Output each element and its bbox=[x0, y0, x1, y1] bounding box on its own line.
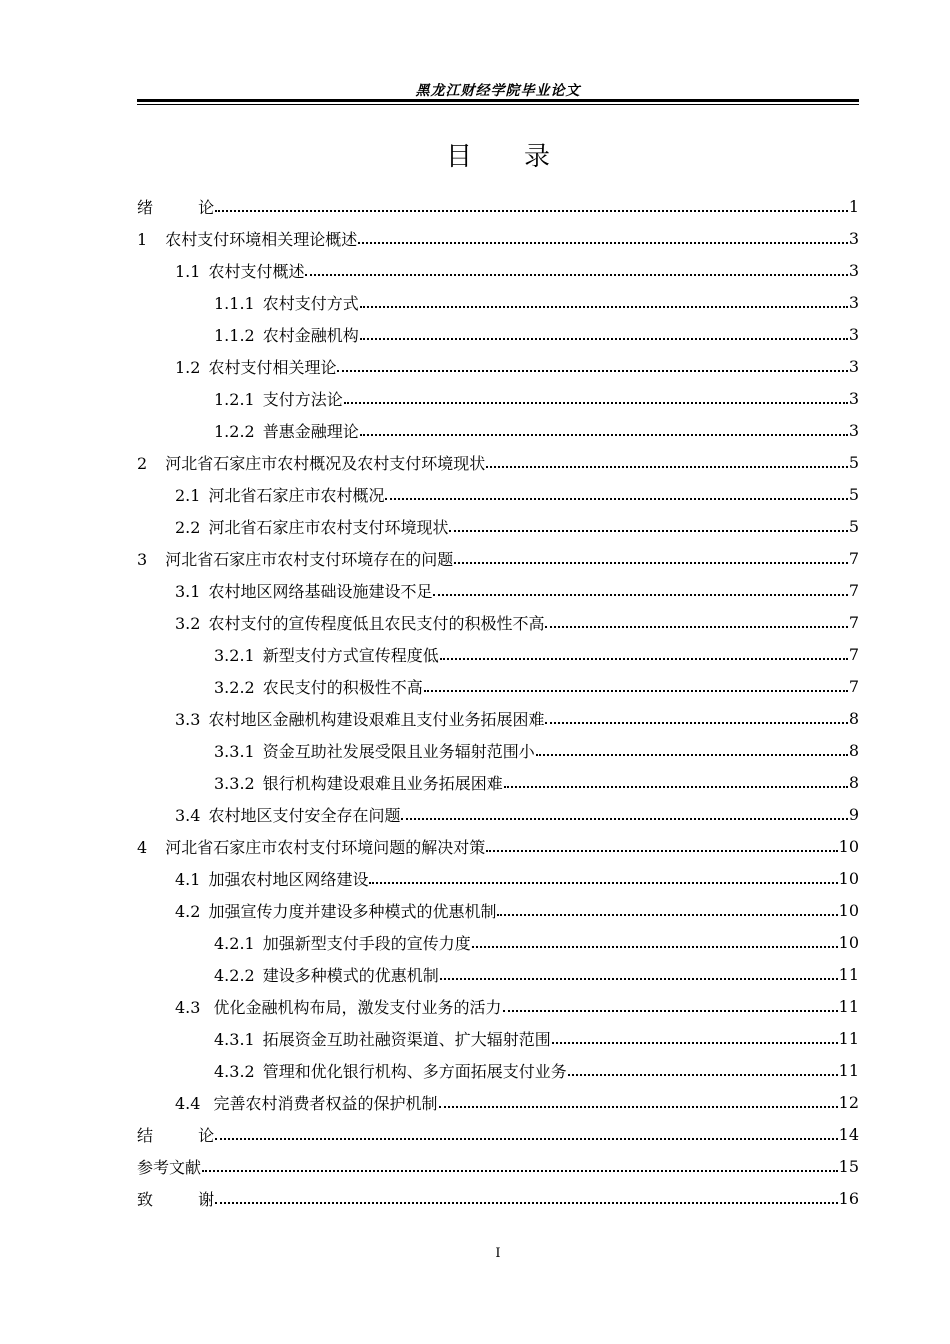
toc-entry-title bbox=[214, 771, 503, 794]
toc-entry-number: 4.2 bbox=[175, 901, 201, 921]
toc-entry[interactable] bbox=[137, 222, 859, 254]
toc-leader-dots bbox=[360, 306, 848, 308]
toc-entry-number: 2.1 bbox=[175, 485, 201, 505]
toc-entry-text: 普惠金融理论 bbox=[262, 421, 359, 441]
toc-entry-title bbox=[175, 995, 502, 1018]
toc-leader-dots bbox=[433, 594, 847, 596]
toc-entry-text: 农村支付的宣传程度低且农民支付的积极性不高 bbox=[208, 613, 545, 633]
toc-entry-text: 河北省石家庄市农村概况及农村支付环境现状 bbox=[165, 453, 486, 473]
toc-entry-text: 建设多种模式的优惠机制 bbox=[262, 965, 439, 985]
toc-leader-dots bbox=[503, 1010, 838, 1012]
toc-entry-page: 10 bbox=[838, 868, 859, 888]
toc-entry-text: 优化金融机构布局，激发支付业务的活力 bbox=[208, 997, 502, 1017]
toc-entry-page: 7 bbox=[848, 612, 859, 632]
toc-entry-text: 河北省石家庄市农村概况 bbox=[208, 485, 385, 505]
toc-entry[interactable] bbox=[137, 766, 859, 798]
toc-entry-page: 8 bbox=[848, 740, 859, 760]
toc-entry-page: 8 bbox=[848, 772, 859, 792]
toc-entry-page: 11 bbox=[838, 1028, 859, 1048]
toc-entry-page: 8 bbox=[848, 708, 859, 728]
toc-entry-title bbox=[214, 1059, 567, 1082]
toc-entry[interactable] bbox=[137, 606, 859, 638]
toc-entry-page: 3 bbox=[848, 356, 859, 376]
toc-entry-title bbox=[175, 803, 400, 826]
toc-leader-dots bbox=[440, 978, 838, 980]
toc-entry-page: 5 bbox=[848, 516, 859, 536]
toc-entry-text: 农村地区网络基础设施建设不足 bbox=[208, 581, 433, 601]
toc-entry-text: 新型支付方式宣传程度低 bbox=[262, 645, 439, 665]
toc-entry-number: 3.3.1 bbox=[214, 741, 255, 761]
toc-entry-text: 加强宣传力度并建设多种模式的优惠机制 bbox=[208, 901, 497, 921]
toc-entry-title bbox=[175, 611, 544, 634]
toc-entry-text: 农村地区支付安全存在问题 bbox=[208, 805, 401, 825]
toc-leader-dots bbox=[545, 626, 847, 628]
toc-entry-number: 1.1 bbox=[175, 261, 201, 281]
toc-entry-number: 1.2 bbox=[175, 357, 201, 377]
toc-entry-page: 11 bbox=[838, 964, 859, 984]
toc-entry-title bbox=[137, 835, 485, 858]
toc-entry-number: 4.3 bbox=[175, 997, 201, 1017]
toc-leader-dots bbox=[369, 882, 837, 884]
toc-entry[interactable] bbox=[137, 574, 859, 606]
toc-entry-page: 5 bbox=[848, 484, 859, 504]
toc-entry-text: 资金互助社发展受限且业务辐射范围小 bbox=[262, 741, 535, 761]
toc-entry-number: 3.2.1 bbox=[214, 645, 255, 665]
toc-entry-title bbox=[137, 451, 485, 474]
toc-entry-number: 3.3.2 bbox=[214, 773, 255, 793]
toc-entry-title bbox=[214, 739, 535, 762]
toc-entry[interactable] bbox=[137, 926, 859, 958]
toc-entry-number: 2.2 bbox=[175, 517, 201, 537]
toc-entry[interactable] bbox=[137, 638, 859, 670]
toc-leader-dots bbox=[337, 370, 847, 372]
toc-entry-page: 3 bbox=[848, 388, 859, 408]
toc-entry-text: 农村地区金融机构建设艰难且支付业务拓展困难 bbox=[208, 709, 545, 729]
toc-entry[interactable] bbox=[137, 1022, 859, 1054]
toc-entry-title bbox=[175, 899, 496, 922]
toc-leader-dots bbox=[568, 1074, 838, 1076]
toc-entry-page: 7 bbox=[848, 580, 859, 600]
toc-entry-title bbox=[214, 643, 439, 666]
toc-entry-text: 绪 论 bbox=[137, 197, 215, 217]
toc-entry-page: 7 bbox=[848, 548, 859, 568]
toc-leader-dots bbox=[215, 210, 848, 212]
toc-entry-title bbox=[175, 707, 544, 730]
toc-entry-title bbox=[137, 1155, 201, 1178]
toc-entry-number: 1.1.2 bbox=[214, 325, 255, 345]
toc-entry-number: 3 bbox=[137, 549, 148, 569]
toc-entry[interactable] bbox=[137, 318, 859, 350]
toc-entry-number: 4.3.1 bbox=[214, 1029, 255, 1049]
toc-leader-dots bbox=[439, 1106, 838, 1108]
toc-entry[interactable] bbox=[137, 862, 859, 894]
toc-entry-page: 10 bbox=[838, 900, 859, 920]
toc-entry-number: 3.2.2 bbox=[214, 677, 255, 697]
toc-entry-number: 1.2.1 bbox=[214, 389, 255, 409]
toc-entry-page: 10 bbox=[838, 932, 859, 952]
toc-entry-title bbox=[175, 515, 448, 538]
toc-leader-dots bbox=[305, 274, 847, 276]
toc-heading-right: 录 bbox=[524, 142, 551, 172]
footer-page-number: I bbox=[495, 1246, 501, 1261]
toc-leader-dots bbox=[504, 786, 848, 788]
toc-entry-title bbox=[214, 291, 359, 314]
toc-entry-title bbox=[214, 1027, 551, 1050]
toc-entry-text: 农村金融机构 bbox=[262, 325, 359, 345]
toc-entry-page: 11 bbox=[838, 996, 859, 1016]
toc-entry-text: 农村支付环境相关理论概述 bbox=[165, 229, 358, 249]
toc-entry-page: 7 bbox=[848, 676, 859, 696]
toc-entry-number: 4.1 bbox=[175, 869, 201, 889]
toc-leader-dots bbox=[486, 466, 848, 468]
toc-entry-title bbox=[214, 931, 471, 954]
toc-entry[interactable] bbox=[137, 894, 859, 926]
toc-entry-title bbox=[175, 259, 304, 282]
toc-entry[interactable] bbox=[137, 734, 859, 766]
toc-entry-title bbox=[175, 579, 432, 602]
toc-entry-page: 3 bbox=[848, 324, 859, 344]
toc-entry-number: 1.2.2 bbox=[214, 421, 255, 441]
toc-entry[interactable] bbox=[137, 382, 859, 414]
toc-entry-number: 1 bbox=[137, 229, 148, 249]
toc-entry-text: 参考文献 bbox=[137, 1157, 202, 1177]
toc-entry[interactable] bbox=[137, 350, 859, 382]
toc-entry[interactable] bbox=[137, 1182, 859, 1214]
toc-entry[interactable] bbox=[137, 1118, 859, 1150]
toc-leader-dots bbox=[360, 434, 848, 436]
toc-entry[interactable] bbox=[137, 670, 859, 702]
toc-entry[interactable] bbox=[137, 990, 859, 1022]
toc-entry[interactable] bbox=[137, 830, 859, 862]
toc-entry-text: 银行机构建设艰难且业务拓展困难 bbox=[262, 773, 503, 793]
toc-entry-title bbox=[137, 1187, 214, 1210]
toc-entry-page: 14 bbox=[838, 1124, 859, 1144]
toc-entry[interactable] bbox=[137, 254, 859, 286]
toc-entry[interactable] bbox=[137, 1150, 859, 1182]
header-rule-thin bbox=[137, 104, 859, 105]
toc-entry-title bbox=[175, 355, 336, 378]
toc-leader-dots bbox=[358, 242, 848, 244]
toc-entry[interactable] bbox=[137, 958, 859, 990]
toc-entry-title bbox=[137, 195, 214, 218]
toc-entry-text: 管理和优化银行机构、多方面拓展支付业务 bbox=[262, 1061, 567, 1081]
toc-entry-title bbox=[137, 547, 453, 570]
running-header-title: 黑龙江财经学院毕业论文 bbox=[415, 83, 581, 99]
toc-entry-text: 完善农村消费者权益的保护机制 bbox=[208, 1093, 438, 1113]
toc-entry-number: 4.2.2 bbox=[214, 965, 255, 985]
toc-entry-page: 10 bbox=[838, 836, 859, 856]
toc-leader-dots bbox=[215, 1202, 838, 1204]
toc-leader-dots bbox=[454, 562, 848, 564]
toc-entry-text: 农村支付方式 bbox=[262, 293, 359, 313]
toc-leader-dots bbox=[401, 818, 847, 820]
toc-entry[interactable] bbox=[137, 414, 859, 446]
toc-entry-number: 3.1 bbox=[175, 581, 201, 601]
toc-entry-number: 3.4 bbox=[175, 805, 201, 825]
toc-entry-text: 支付方法论 bbox=[262, 389, 343, 409]
toc-entry-title bbox=[175, 867, 368, 890]
toc-entry-number: 3.2 bbox=[175, 613, 201, 633]
toc-entry-title bbox=[137, 1123, 214, 1146]
toc-entry-page: 9 bbox=[848, 804, 859, 824]
toc-leader-dots bbox=[472, 946, 838, 948]
toc-entry-page: 3 bbox=[848, 420, 859, 440]
toc-entry-page: 15 bbox=[838, 1156, 859, 1176]
toc-entry[interactable] bbox=[137, 446, 859, 478]
toc-entry-page: 7 bbox=[848, 644, 859, 664]
toc-leader-dots bbox=[215, 1138, 838, 1140]
header-rule-thick bbox=[137, 99, 859, 102]
toc-entry-page: 5 bbox=[848, 452, 859, 472]
toc-entry-text: 河北省石家庄市农村支付环境存在的问题 bbox=[165, 549, 454, 569]
toc-leader-dots bbox=[440, 658, 848, 660]
toc-leader-dots bbox=[424, 690, 848, 692]
toc-leader-dots bbox=[497, 914, 837, 916]
toc-entry-number: 4.2.1 bbox=[214, 933, 255, 953]
toc-entry-page: 12 bbox=[838, 1092, 859, 1112]
toc-leader-dots bbox=[545, 722, 847, 724]
toc-entry-text: 加强新型支付手段的宣传力度 bbox=[262, 933, 471, 953]
toc-entry-page: 3 bbox=[848, 260, 859, 280]
toc-entry-text: 加强农村地区网络建设 bbox=[208, 869, 369, 889]
toc-entry-page: 1 bbox=[848, 196, 859, 216]
toc-entry-title bbox=[175, 483, 384, 506]
toc-entry-text: 农民支付的积极性不高 bbox=[262, 677, 423, 697]
toc-leader-dots bbox=[536, 754, 848, 756]
toc-entry-title bbox=[214, 419, 359, 442]
toc-entry-title bbox=[214, 323, 359, 346]
toc-entry[interactable] bbox=[137, 510, 859, 542]
toc-entry-text: 农村支付相关理论 bbox=[208, 357, 337, 377]
toc-entry-page: 3 bbox=[848, 292, 859, 312]
toc-entry-text: 河北省石家庄市农村支付环境现状 bbox=[208, 517, 449, 537]
toc-leader-dots bbox=[449, 530, 847, 532]
toc-entry-number: 4 bbox=[137, 837, 148, 857]
toc-entry-title bbox=[214, 387, 343, 410]
toc-entry-title bbox=[137, 227, 357, 250]
toc-entry-text: 拓展资金互助社融资渠道、扩大辐射范围 bbox=[262, 1029, 551, 1049]
toc-entry-text: 致 谢 bbox=[137, 1189, 215, 1209]
toc-entry-number: 1.1.1 bbox=[214, 293, 255, 313]
toc-entry-text: 结 论 bbox=[137, 1125, 215, 1145]
toc-entry-page: 16 bbox=[838, 1188, 859, 1208]
toc-entry-number: 4.4 bbox=[175, 1093, 201, 1113]
toc-leader-dots bbox=[344, 402, 848, 404]
toc-entry[interactable] bbox=[137, 1054, 859, 1086]
toc-entry[interactable] bbox=[137, 542, 859, 574]
toc-entry[interactable] bbox=[137, 702, 859, 734]
toc-entry-text: 河北省石家庄市农村支付环境问题的解决对策 bbox=[165, 837, 486, 857]
toc-leader-dots bbox=[360, 338, 848, 340]
toc-entry-number: 2 bbox=[137, 453, 148, 473]
table-of-contents bbox=[137, 190, 859, 1214]
toc-entry[interactable] bbox=[137, 286, 859, 318]
toc-entry-number: 4.3.2 bbox=[214, 1061, 255, 1081]
toc-entry[interactable] bbox=[137, 478, 859, 510]
toc-entry[interactable] bbox=[137, 798, 859, 830]
toc-entry-title bbox=[214, 963, 439, 986]
toc-entry-number: 3.3 bbox=[175, 709, 201, 729]
toc-leader-dots bbox=[202, 1170, 838, 1172]
toc-entry[interactable] bbox=[137, 1086, 859, 1118]
toc-entry-page: 11 bbox=[838, 1060, 859, 1080]
toc-leader-dots bbox=[552, 1042, 838, 1044]
toc-entry-title bbox=[214, 675, 423, 698]
toc-entry-text: 农村支付概述 bbox=[208, 261, 305, 281]
toc-leader-dots bbox=[385, 498, 847, 500]
toc-leader-dots bbox=[486, 850, 837, 852]
toc-entry-page: 3 bbox=[848, 228, 859, 248]
toc-entry[interactable] bbox=[137, 190, 859, 222]
toc-heading-left: 目 bbox=[445, 142, 472, 172]
toc-heading bbox=[137, 136, 859, 173]
toc-entry-title bbox=[175, 1091, 438, 1114]
